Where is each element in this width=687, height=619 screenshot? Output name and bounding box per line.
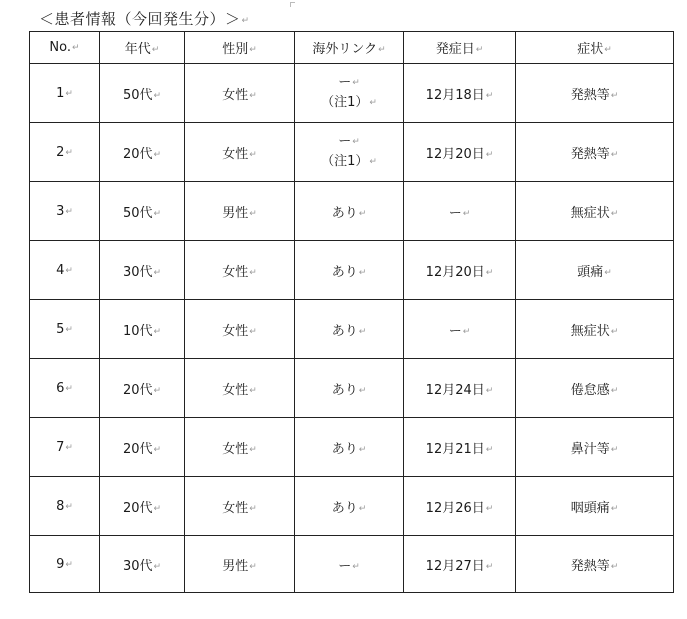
cell-text: ー bbox=[338, 558, 352, 574]
table-row bbox=[30, 64, 674, 123]
cell-symptom bbox=[516, 123, 674, 182]
table-row bbox=[30, 418, 674, 477]
cell-link bbox=[295, 418, 404, 477]
cell-mark-icon: ↵ bbox=[249, 208, 257, 219]
cell-sex bbox=[185, 359, 295, 418]
cell-text: 2 bbox=[56, 144, 65, 160]
cell-age bbox=[100, 536, 185, 593]
cell-mark-icon: ↵ bbox=[249, 267, 257, 278]
cell-sex bbox=[185, 64, 295, 123]
cell-mark-icon: ↵ bbox=[369, 157, 377, 167]
cell-mark-icon: ↵ bbox=[358, 208, 367, 219]
cell-text: 7 bbox=[56, 439, 65, 455]
cell-link bbox=[295, 64, 404, 123]
header-cell-sex bbox=[185, 32, 295, 64]
cell-mark-icon: ↵ bbox=[65, 501, 73, 512]
cell-symptom bbox=[516, 477, 674, 536]
cell-text: 倦怠感 bbox=[570, 382, 610, 398]
header-label: 性別 bbox=[222, 42, 249, 57]
cell-mark-icon: ↵ bbox=[153, 385, 162, 396]
cell-mark-icon: ↵ bbox=[72, 43, 80, 53]
link-value bbox=[295, 73, 403, 93]
cell-link bbox=[295, 182, 404, 241]
cell-text: 10代 bbox=[122, 323, 153, 339]
cell-mark-icon: ↵ bbox=[610, 149, 619, 160]
cell-no bbox=[30, 477, 100, 536]
cell-text: 12月24日 bbox=[425, 382, 485, 398]
table-row bbox=[30, 477, 674, 536]
cell-mark-icon: ↵ bbox=[153, 444, 162, 455]
cell-text: 鼻汁等 bbox=[570, 441, 610, 457]
cell-text: 女性 bbox=[222, 87, 249, 103]
cell-text: 12月27日 bbox=[425, 558, 485, 574]
cell-text: 12月18日 bbox=[425, 87, 485, 103]
cell-text: 咽頭痛 bbox=[570, 500, 610, 516]
cell-mark-icon: ↵ bbox=[153, 149, 162, 160]
cell-symptom bbox=[516, 359, 674, 418]
cell-mark-icon: ↵ bbox=[358, 326, 367, 337]
patient-table bbox=[29, 31, 674, 593]
header-cell-onset bbox=[404, 32, 516, 64]
cell-mark-icon: ↵ bbox=[358, 444, 367, 455]
cell-mark-icon: ↵ bbox=[610, 561, 619, 572]
cell-sex bbox=[185, 418, 295, 477]
cell-onset bbox=[404, 477, 516, 536]
table-row bbox=[30, 241, 674, 300]
table-row bbox=[30, 182, 674, 241]
cell-mark-icon: ↵ bbox=[153, 326, 162, 337]
anchor-mark bbox=[290, 2, 295, 7]
cell-no bbox=[30, 300, 100, 359]
header-label: No. bbox=[49, 40, 72, 55]
cell-mark-icon: ↵ bbox=[249, 90, 257, 101]
cell-symptom bbox=[516, 241, 674, 300]
cell-mark-icon: ↵ bbox=[610, 385, 619, 396]
header-label: 海外リンク bbox=[312, 42, 378, 57]
cell-mark-icon: ↵ bbox=[604, 45, 612, 55]
cell-text: 50代 bbox=[122, 87, 153, 103]
cell-mark-icon: ↵ bbox=[352, 137, 360, 147]
page-title-text: ＜患者情報（今回発生分）＞ bbox=[39, 10, 241, 28]
cell-mark-icon: ↵ bbox=[65, 265, 73, 276]
cell-mark-icon: ↵ bbox=[153, 503, 162, 514]
cell-mark-icon: ↵ bbox=[249, 385, 257, 396]
cell-onset bbox=[404, 241, 516, 300]
cell-sex bbox=[185, 241, 295, 300]
cell-age bbox=[100, 241, 185, 300]
cell-no bbox=[30, 64, 100, 123]
cell-text: 9 bbox=[56, 556, 65, 572]
cell-text: 発熱等 bbox=[570, 146, 610, 162]
cell-mark-icon: ↵ bbox=[485, 503, 494, 514]
cell-mark-icon: ↵ bbox=[475, 45, 484, 55]
cell-mark-icon: ↵ bbox=[610, 90, 619, 101]
cell-sex bbox=[185, 477, 295, 536]
link-text: ー bbox=[338, 75, 352, 90]
cell-text: あり bbox=[331, 382, 358, 398]
cell-mark-icon: ↵ bbox=[485, 561, 494, 572]
cell-mark-icon: ↵ bbox=[610, 444, 619, 455]
cell-no bbox=[30, 536, 100, 593]
cell-mark-icon: ↵ bbox=[153, 208, 162, 219]
cell-no bbox=[30, 418, 100, 477]
cell-symptom bbox=[516, 64, 674, 123]
cell-symptom bbox=[516, 182, 674, 241]
cell-onset bbox=[404, 182, 516, 241]
page-title bbox=[39, 8, 250, 29]
cell-text: 12月26日 bbox=[425, 500, 485, 516]
cell-text: 12月20日 bbox=[425, 146, 485, 162]
cell-onset bbox=[404, 64, 516, 123]
header-label: 症状 bbox=[577, 42, 604, 57]
cell-mark-icon: ↵ bbox=[65, 147, 73, 158]
cell-mark-icon: ↵ bbox=[153, 267, 162, 278]
cell-mark-icon: ↵ bbox=[369, 98, 377, 108]
link-text: ー bbox=[338, 134, 352, 149]
table-row bbox=[30, 300, 674, 359]
cell-mark-icon: ↵ bbox=[249, 45, 257, 55]
cell-link bbox=[295, 359, 404, 418]
cell-sex bbox=[185, 300, 295, 359]
cell-mark-icon: ↵ bbox=[352, 561, 360, 572]
cell-text: 12月20日 bbox=[425, 264, 485, 280]
cell-link bbox=[295, 536, 404, 593]
cell-text: 無症状 bbox=[570, 323, 610, 339]
cell-mark-icon: ↵ bbox=[65, 559, 73, 570]
cell-text: 4 bbox=[56, 262, 65, 278]
patient-table-header bbox=[30, 32, 674, 64]
cell-onset bbox=[404, 536, 516, 593]
cell-mark-icon: ↵ bbox=[358, 503, 367, 514]
cell-age bbox=[100, 300, 185, 359]
cell-mark-icon: ↵ bbox=[358, 267, 367, 278]
cell-text: 20代 bbox=[122, 146, 153, 162]
cell-mark-icon: ↵ bbox=[153, 90, 162, 101]
cell-text: 男性 bbox=[222, 205, 249, 221]
cell-mark-icon: ↵ bbox=[151, 45, 160, 55]
cell-mark-icon: ↵ bbox=[610, 208, 619, 219]
cell-text: 20代 bbox=[122, 382, 153, 398]
header-row bbox=[30, 32, 674, 64]
cell-mark-icon: ↵ bbox=[65, 383, 73, 394]
cell-text: ー bbox=[448, 323, 462, 339]
cell-text: 無症状 bbox=[570, 205, 610, 221]
cell-mark-icon: ↵ bbox=[65, 88, 73, 99]
cell-text: 8 bbox=[56, 498, 65, 514]
cell-age bbox=[100, 477, 185, 536]
cell-mark-icon: ↵ bbox=[485, 267, 494, 278]
link-value bbox=[295, 132, 403, 152]
cell-sex bbox=[185, 536, 295, 593]
cell-text: あり bbox=[331, 500, 358, 516]
cell-mark-icon: ↵ bbox=[378, 45, 386, 55]
cell-mark-icon: ↵ bbox=[65, 206, 73, 217]
cell-mark-icon: ↵ bbox=[249, 503, 257, 514]
cell-age bbox=[100, 359, 185, 418]
link-note bbox=[295, 152, 403, 172]
cell-mark-icon: ↵ bbox=[249, 149, 257, 160]
cell-age bbox=[100, 418, 185, 477]
cell-link bbox=[295, 300, 404, 359]
cell-text: 50代 bbox=[122, 205, 153, 221]
cell-mark-icon: ↵ bbox=[485, 90, 494, 101]
cell-mark-icon: ↵ bbox=[249, 561, 257, 572]
cell-mark-icon: ↵ bbox=[485, 385, 494, 396]
cell-text: 女性 bbox=[222, 441, 249, 457]
cell-text: 女性 bbox=[222, 264, 249, 280]
cell-text: 男性 bbox=[222, 558, 249, 574]
cell-mark-icon: ↵ bbox=[610, 503, 619, 514]
cell-no bbox=[30, 241, 100, 300]
cell-mark-icon: ↵ bbox=[610, 326, 619, 337]
header-cell-no bbox=[30, 32, 100, 64]
cell-text: 20代 bbox=[122, 500, 153, 516]
header-cell-symptom bbox=[516, 32, 674, 64]
cell-mark-icon: ↵ bbox=[352, 78, 360, 88]
cell-no bbox=[30, 359, 100, 418]
note-text: （注1） bbox=[321, 95, 369, 110]
cell-age bbox=[100, 64, 185, 123]
header-cell-age bbox=[100, 32, 185, 64]
cell-text: 女性 bbox=[222, 146, 249, 162]
header-label: 年代 bbox=[124, 42, 151, 57]
cell-mark-icon: ↵ bbox=[358, 385, 367, 396]
cell-onset bbox=[404, 418, 516, 477]
cell-symptom bbox=[516, 300, 674, 359]
cell-no bbox=[30, 123, 100, 182]
paragraph-mark-icon: ↵ bbox=[241, 16, 250, 26]
cell-onset bbox=[404, 300, 516, 359]
cell-mark-icon: ↵ bbox=[249, 444, 257, 455]
cell-link bbox=[295, 477, 404, 536]
cell-text: 6 bbox=[56, 380, 65, 396]
cell-text: 20代 bbox=[122, 441, 153, 457]
cell-mark-icon: ↵ bbox=[604, 267, 612, 278]
cell-text: 30代 bbox=[122, 558, 153, 574]
cell-text: あり bbox=[331, 323, 358, 339]
header-cell-link bbox=[295, 32, 404, 64]
table-row bbox=[30, 536, 674, 593]
cell-mark-icon: ↵ bbox=[485, 444, 494, 455]
cell-link bbox=[295, 123, 404, 182]
cell-symptom bbox=[516, 536, 674, 593]
cell-mark-icon: ↵ bbox=[65, 442, 73, 453]
cell-text: 女性 bbox=[222, 500, 249, 516]
cell-text: 女性 bbox=[222, 382, 249, 398]
cell-text: 女性 bbox=[222, 323, 249, 339]
cell-text: 発熱等 bbox=[570, 558, 610, 574]
cell-text: 1 bbox=[56, 85, 65, 101]
cell-sex bbox=[185, 123, 295, 182]
cell-link bbox=[295, 241, 404, 300]
note-text: （注1） bbox=[321, 154, 369, 169]
cell-text: 12月21日 bbox=[425, 441, 485, 457]
cell-mark-icon: ↵ bbox=[153, 561, 162, 572]
cell-text: 頭痛 bbox=[577, 264, 604, 280]
cell-text: ー bbox=[448, 205, 462, 221]
header-label: 発症日 bbox=[435, 42, 475, 57]
cell-onset bbox=[404, 123, 516, 182]
cell-mark-icon: ↵ bbox=[65, 324, 73, 335]
cell-text: 3 bbox=[56, 203, 65, 219]
cell-text: 5 bbox=[56, 321, 65, 337]
table-row bbox=[30, 359, 674, 418]
cell-text: 発熱等 bbox=[570, 87, 610, 103]
cell-age bbox=[100, 123, 185, 182]
cell-sex bbox=[185, 182, 295, 241]
cell-onset bbox=[404, 359, 516, 418]
cell-text: 30代 bbox=[122, 264, 153, 280]
cell-mark-icon: ↵ bbox=[485, 149, 494, 160]
cell-mark-icon: ↵ bbox=[462, 208, 471, 219]
cell-mark-icon: ↵ bbox=[249, 326, 257, 337]
cell-age bbox=[100, 182, 185, 241]
cell-mark-icon: ↵ bbox=[462, 326, 471, 337]
cell-no bbox=[30, 182, 100, 241]
cell-text: あり bbox=[331, 441, 358, 457]
patient-table-body bbox=[30, 64, 674, 593]
cell-text: あり bbox=[331, 264, 358, 280]
cell-text: あり bbox=[331, 205, 358, 221]
table-row bbox=[30, 123, 674, 182]
cell-symptom bbox=[516, 418, 674, 477]
link-note bbox=[295, 93, 403, 113]
